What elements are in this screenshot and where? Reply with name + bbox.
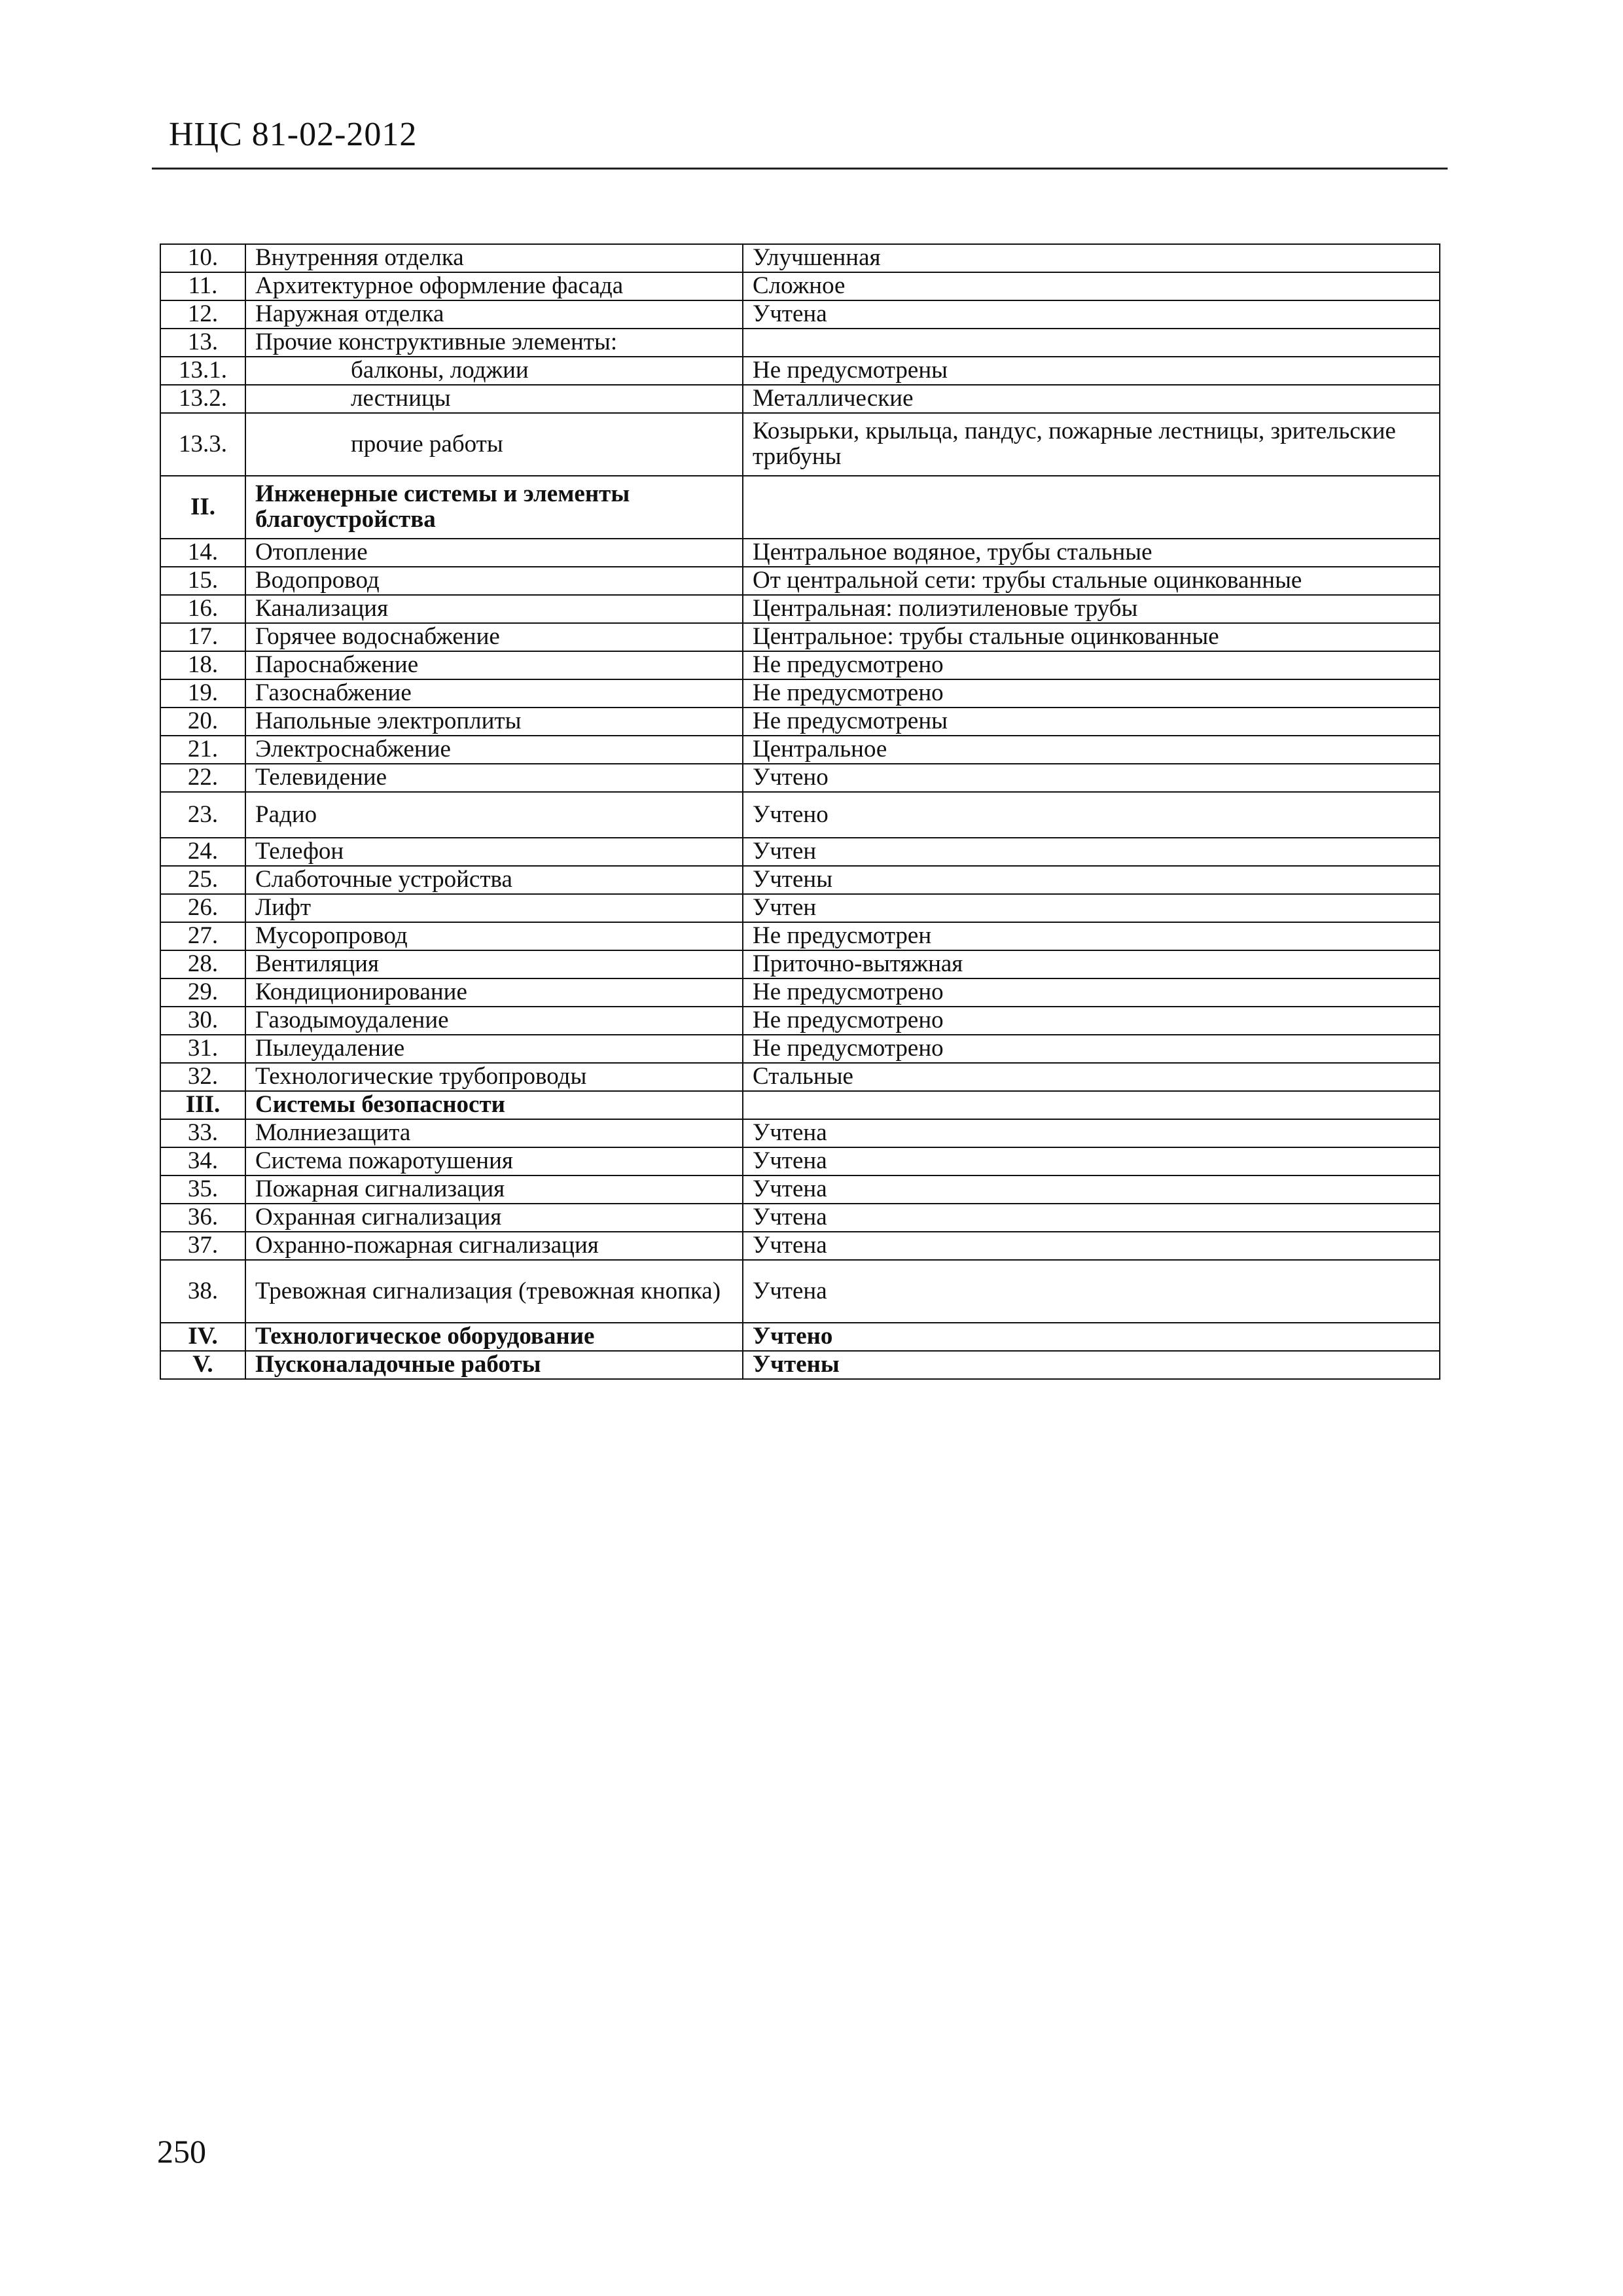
item-name-cell: Системы безопасности (245, 1091, 743, 1119)
item-name-cell: Архитектурное оформление фасада (245, 272, 743, 300)
item-value-cell: Не предусмотрено (743, 1007, 1440, 1035)
item-value-cell: Учтено (743, 764, 1440, 792)
row-number-cell: 15. (160, 567, 245, 595)
item-value-cell (743, 1091, 1440, 1119)
row-number-cell: 13. (160, 329, 245, 357)
item-value-cell: Не предусмотрено (743, 978, 1440, 1007)
item-value-cell: Учтена (743, 300, 1440, 329)
table-row (160, 1232, 1440, 1260)
table-row (160, 651, 1440, 679)
item-value-cell: Не предусмотрено (743, 651, 1440, 679)
table-row (160, 1175, 1440, 1204)
table-row (160, 567, 1440, 595)
item-name-cell: Пароснабжение (245, 651, 743, 679)
item-value-cell: Не предусмотрено (743, 679, 1440, 708)
item-name-cell: Телефон (245, 838, 743, 866)
table-row (160, 244, 1440, 272)
item-value-cell: Учтена (743, 1147, 1440, 1175)
item-name-cell: Горячее водоснабжение (245, 623, 743, 651)
item-name-cell: Слаботочные устройства (245, 866, 743, 894)
row-number-cell: 12. (160, 300, 245, 329)
row-number-cell: 28. (160, 950, 245, 978)
table-row (160, 539, 1440, 567)
row-number-cell: 13.3. (160, 413, 245, 476)
item-name-cell: Лифт (245, 894, 743, 922)
table-row (160, 623, 1440, 651)
table-row (160, 357, 1440, 385)
item-value-cell: Учтена (743, 1175, 1440, 1204)
item-name-cell: Инженерные системы и элементы благоустройства (245, 476, 743, 539)
table-row (160, 922, 1440, 950)
row-number-cell: 36. (160, 1204, 245, 1232)
item-value-cell: Учтены (743, 1351, 1440, 1379)
item-value-cell: Металлические (743, 385, 1440, 413)
table-row (160, 595, 1440, 623)
row-number-cell: 31. (160, 1035, 245, 1063)
row-number-cell: 14. (160, 539, 245, 567)
table-body (160, 244, 1440, 1379)
table-row (160, 329, 1440, 357)
row-number-cell: 24. (160, 838, 245, 866)
row-number-cell: 38. (160, 1260, 245, 1323)
item-value-cell: Стальные (743, 1063, 1440, 1091)
row-number-cell: 11. (160, 272, 245, 300)
item-value-cell: Учтена (743, 1119, 1440, 1147)
item-name-cell: Пожарная сигнализация (245, 1175, 743, 1204)
item-value-cell: Учтен (743, 894, 1440, 922)
item-value-cell: Учтено (743, 792, 1440, 838)
item-name-cell: Газодымоудаление (245, 1007, 743, 1035)
table-row (160, 1260, 1440, 1323)
table-row (160, 1147, 1440, 1175)
item-value-cell: От центральной сети: трубы стальные оцинкованные (743, 567, 1440, 595)
item-value-cell: Учтена (743, 1260, 1440, 1323)
item-name-cell: Канализация (245, 595, 743, 623)
table-row (160, 300, 1440, 329)
item-name-cell: Мусоропровод (245, 922, 743, 950)
page-number: 250 (157, 2133, 206, 2170)
item-name-cell: Прочие конструктивные элементы: (245, 329, 743, 357)
item-value-cell: Центральное (743, 736, 1440, 764)
item-name-cell: Пусконаладочные работы (245, 1351, 743, 1379)
table-row (160, 792, 1440, 838)
item-name-cell: Наружная отделка (245, 300, 743, 329)
item-name-cell: Радио (245, 792, 743, 838)
row-number-cell: 34. (160, 1147, 245, 1175)
row-number-cell: II. (160, 476, 245, 539)
row-number-cell: 25. (160, 866, 245, 894)
section-row (160, 476, 1440, 539)
item-value-cell (743, 476, 1440, 539)
item-name-cell: лестницы (245, 385, 743, 413)
table-row (160, 1119, 1440, 1147)
section-row (160, 1351, 1440, 1379)
row-number-cell: 27. (160, 922, 245, 950)
row-number-cell: 35. (160, 1175, 245, 1204)
table-row (160, 708, 1440, 736)
table-row (160, 1035, 1440, 1063)
table-row (160, 1007, 1440, 1035)
section-row (160, 1323, 1440, 1351)
row-number-cell: III. (160, 1091, 245, 1119)
item-value-cell: Сложное (743, 272, 1440, 300)
table-row (160, 978, 1440, 1007)
row-number-cell: 32. (160, 1063, 245, 1091)
row-number-cell: 37. (160, 1232, 245, 1260)
table-row (160, 736, 1440, 764)
item-value-cell: Центральное: трубы стальные оцинкованные (743, 623, 1440, 651)
item-name-cell: балконы, лоджии (245, 357, 743, 385)
item-name-cell: Технологические трубопроводы (245, 1063, 743, 1091)
table-row (160, 413, 1440, 476)
item-name-cell: Пылеудаление (245, 1035, 743, 1063)
item-name-cell: Технологическое оборудование (245, 1323, 743, 1351)
item-name-cell: Вентиляция (245, 950, 743, 978)
item-name-cell: Водопровод (245, 567, 743, 595)
specification-table (160, 243, 1440, 1380)
table-row (160, 385, 1440, 413)
item-value-cell: Центральная: полиэтиленовые трубы (743, 595, 1440, 623)
item-name-cell: Телевидение (245, 764, 743, 792)
item-name-cell: Система пожаротушения (245, 1147, 743, 1175)
document-code: НЦС 81-02-2012 (169, 116, 418, 153)
table-row (160, 764, 1440, 792)
item-name-cell: Охранная сигнализация (245, 1204, 743, 1232)
row-number-cell: 18. (160, 651, 245, 679)
item-name-cell: Внутренняя отделка (245, 244, 743, 272)
item-name-cell: Газоснабжение (245, 679, 743, 708)
table-row (160, 894, 1440, 922)
table-row (160, 679, 1440, 708)
item-name-cell: Тревожная сигнализация (тревожная кнопка) (245, 1260, 743, 1323)
row-number-cell: IV. (160, 1323, 245, 1351)
row-number-cell: 16. (160, 595, 245, 623)
row-number-cell: 21. (160, 736, 245, 764)
item-value-cell: Учтены (743, 866, 1440, 894)
item-name-cell: Молниезащита (245, 1119, 743, 1147)
row-number-cell: 30. (160, 1007, 245, 1035)
row-number-cell: 17. (160, 623, 245, 651)
table-row (160, 272, 1440, 300)
item-value-cell: Не предусмотрены (743, 357, 1440, 385)
item-value-cell: Учтен (743, 838, 1440, 866)
row-number-cell: 33. (160, 1119, 245, 1147)
row-number-cell: 19. (160, 679, 245, 708)
item-value-cell: Учтена (743, 1232, 1440, 1260)
row-number-cell: 13.1. (160, 357, 245, 385)
row-number-cell: 22. (160, 764, 245, 792)
item-value-cell: Не предусмотрены (743, 708, 1440, 736)
item-name-cell: прочие работы (245, 413, 743, 476)
item-value-cell (743, 329, 1440, 357)
item-value-cell: Учтено (743, 1323, 1440, 1351)
row-number-cell: 29. (160, 978, 245, 1007)
item-value-cell: Не предусмотрено (743, 1035, 1440, 1063)
table-row (160, 1063, 1440, 1091)
item-value-cell: Учтена (743, 1204, 1440, 1232)
table-row (160, 950, 1440, 978)
item-value-cell: Центральное водяное, трубы стальные (743, 539, 1440, 567)
item-value-cell: Улучшенная (743, 244, 1440, 272)
row-number-cell: 20. (160, 708, 245, 736)
item-name-cell: Напольные электроплиты (245, 708, 743, 736)
item-name-cell: Электроснабжение (245, 736, 743, 764)
row-number-cell: 13.2. (160, 385, 245, 413)
header-divider (152, 168, 1448, 170)
row-number-cell: 10. (160, 244, 245, 272)
row-number-cell: 26. (160, 894, 245, 922)
table-row (160, 1204, 1440, 1232)
table-row (160, 866, 1440, 894)
item-value-cell: Не предусмотрен (743, 922, 1440, 950)
row-number-cell: V. (160, 1351, 245, 1379)
item-value-cell: Приточно-вытяжная (743, 950, 1440, 978)
row-number-cell: 23. (160, 792, 245, 838)
section-row (160, 1091, 1440, 1119)
item-name-cell: Охранно-пожарная сигнализация (245, 1232, 743, 1260)
item-name-cell: Кондиционирование (245, 978, 743, 1007)
item-value-cell: Козырьки, крыльца, пандус, пожарные лестницы, зрительские трибуны (743, 413, 1440, 476)
table-row (160, 838, 1440, 866)
item-name-cell: Отопление (245, 539, 743, 567)
